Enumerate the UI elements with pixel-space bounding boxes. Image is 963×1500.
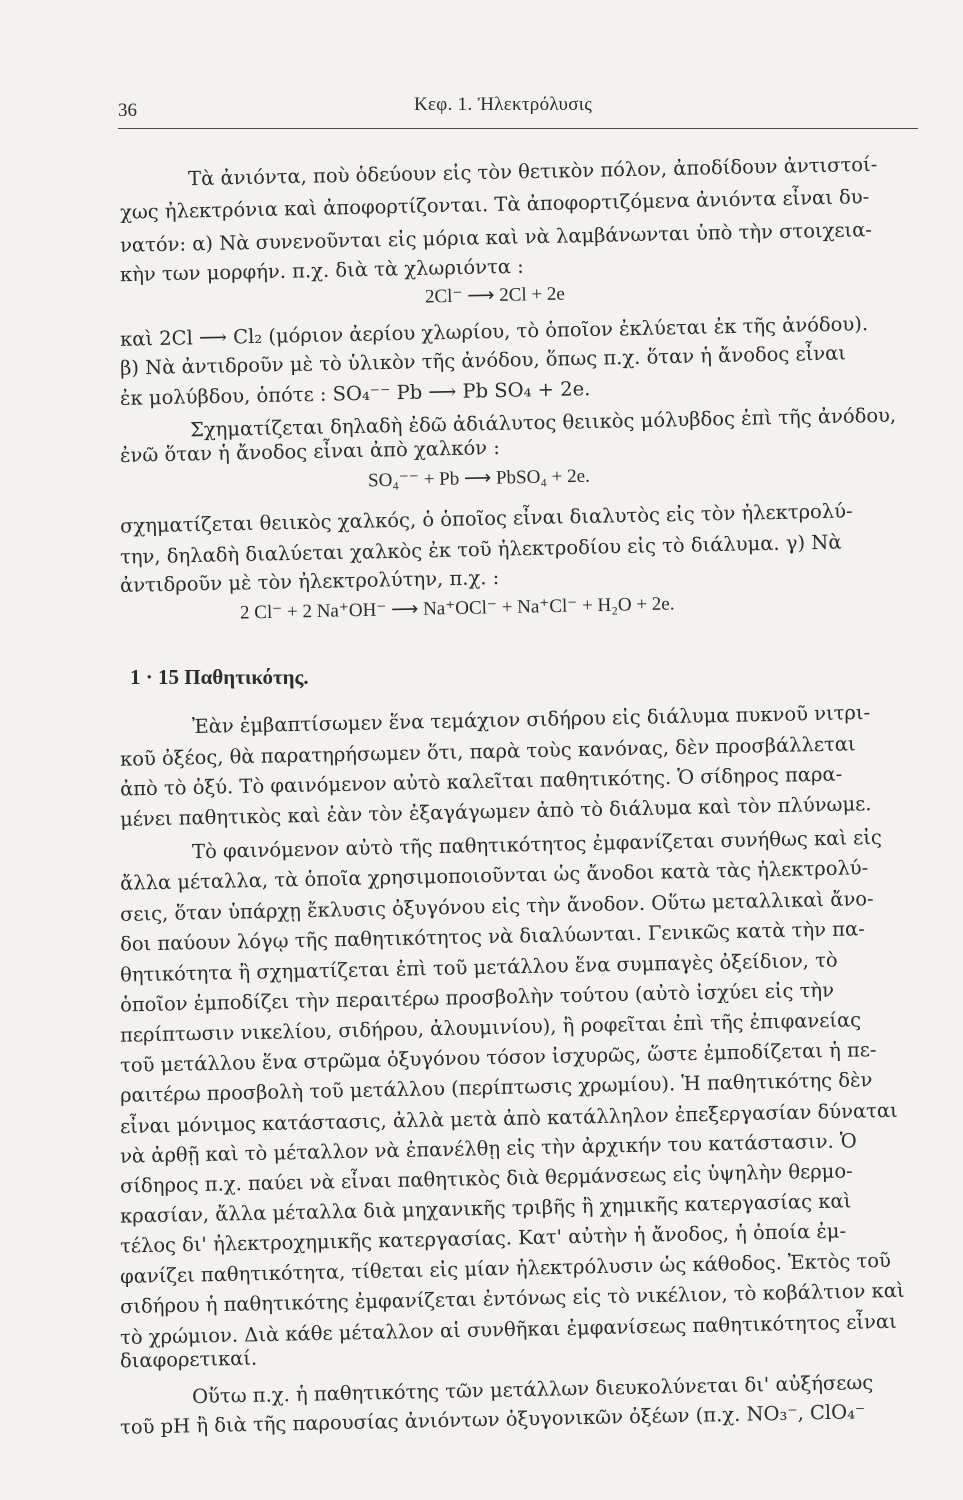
text-line: ὁποῖον ἐμποδίζει τὴν περαιτέρω προσβολὴν τούτου (αὐτὸ ἰσχύει εἰς τὴν: [119, 978, 835, 1017]
text-line: σχηματίζεται θειικὸς χαλκός, ὁ ὁποῖος εἶναι διαλυτὸς εἰς τὸν ἠλεκτρολύ-: [119, 499, 853, 538]
text-line: Οὕτω π.χ. ἡ παθητικότης τῶν μετάλλων διευκολύνεται δι' αὐξήσεως: [191, 1370, 874, 1409]
page-number: 36: [118, 100, 137, 121]
text-line: σίδηρος π.χ. παύει νὰ εἶναι παθητικὸς διὰ θερμάνσεως εἰς ὑψηλὴν θερμο-: [119, 1159, 853, 1198]
text-line: Τὰ ἀνιόντα, ποὺ ὁδεύουν εἰς τὸν θετικὸν πόλον, ἀποδίδουν ἀντιστοί-: [187, 152, 878, 191]
section-heading: 1 · 15 Παθητικότης.: [130, 665, 309, 689]
text-line: Τὸ φαινόμενον αὐτὸ τῆς παθητικότητος ἐμφανίζεται συνήθως καὶ εἰς: [191, 825, 883, 864]
text-line: κοῦ ὀξέος, θὰ παρατηρήσωμεν ὅτι, παρὰ τοὺς κανόνας, δὲν προσβάλλεται: [119, 732, 856, 771]
text-line: κὴν των μορφήν. π.χ. διὰ τὰ χλωριόντα :: [119, 254, 524, 287]
text-line: νὰ ἀρθῇ καὶ τὸ μέταλλον νὰ ἐπανέλθῃ εἰς τὴν ἀρχικήν του κατάστασιν. Ὁ: [119, 1129, 857, 1168]
text-line: μένει παθητικὸς καὶ ἐὰν τὸν ἐξαγάγωμεν ἀπὸ τὸ διάλυμα καὶ τὸν πλύνωμε.: [119, 792, 872, 831]
text-line: ἀντιδροῦν μὲ τὸν ἠλεκτρολύτην, π.χ. :: [119, 566, 500, 597]
text-line: χως ἠλεκτρόνια καὶ ἀποφορτίζονται. Τὰ ἀποφορτιζόμενα ἀνιόντα εἶναι δυ-: [119, 185, 870, 224]
text-line: δοι παύουν λόγῳ τῆς παθητικότητος νὰ διαλύωνται. Γενικῶς κατὰ τὴν πα-: [119, 917, 865, 956]
text-line: Σχηματίζεται δηλαδὴ ἐδῶ ἀδιάλυτος θειικὸς μόλυβδος ἐπὶ τῆς ἀνόδου,: [189, 403, 897, 442]
text-line: καὶ 2Cl ⟶ Cl₂ (μόριον ἀερίου χλωρίου, τὸ ὁποῖον ἐκλύεται ἐκ τῆς ἀνόδου).: [119, 312, 869, 351]
text-line: ἐνῶ ὅταν ἡ ἄνοδος εἶναι ἀπὸ χαλκόν :: [119, 436, 501, 467]
text-line: σιδήρου ἡ παθητικότης ἐμφανίζεται ἐντόνως εἰς τὸ νικέλιον, τὸ κοβάλτιον καὶ: [119, 1278, 905, 1319]
running-head: Κεφ. 1. Ἠλεκτρόλυσις: [414, 94, 593, 115]
text-line: φανίζει παθητικότητα, τίθεται εἰς μίαν ἠλεκτρόλυσιν ὡς κάθοδος. Ἐκτὸς τοῦ: [119, 1248, 892, 1289]
text-line: ἄλλα μέταλλα, τὰ ὁποῖα χρησιμοποιοῦνται ὡς ἄνοδοι κατὰ τὰς ἠλεκτρολύ-: [119, 856, 869, 895]
text-line: τέλος δι' ἠλεκτροχημικῆς κατεργασίας. Κατ' αὐτὴν ἡ ἄνοδος, ἡ ὁποία ἐμ-: [119, 1219, 847, 1258]
text-line: σεις, ὅταν ὑπάρχῃ ἔκλυσις ὀξυγόνου εἰς τὴν ἄνοδον. Οὕτω μεταλλικαὶ ἄνο-: [119, 887, 874, 926]
text-line: β) Νὰ ἀντιδροῦν μὲ τὸ ὑλικὸν τῆς ἀνόδου, ὅπως π.χ. ὅταν ἡ ἄνοδος εἶναι: [119, 341, 847, 380]
text-line: εἶναι μόνιμος κατάστασις, ἀλλὰ μετὰ ἀπὸ κατάλληλον ἐπεξεργασίαν δύναται: [119, 1098, 898, 1139]
text-line: Ἐὰν ἐμβαπτίσωμεν ἕνα τεμάχιον σιδήρου εἰς διάλυμα πυκνοῦ νιτρι-: [191, 700, 871, 739]
text-line: τὸ χρώμιον. Διὰ κάθε μέταλλον αἱ συνθῆκαι ἐμφανίσεως παθητικότητος εἶναι: [119, 1309, 897, 1350]
text-line: τοῦ μετάλλου ἕνα στρῶμα ὀξυγόνου τόσον ἰσχυρῶς, ὥστε ἐμποδίζεται ἡ πε-: [119, 1038, 877, 1077]
header-rule: [118, 128, 918, 129]
equation-line: 2Cl⁻ ⟶ 2Cl + 2e: [424, 283, 566, 308]
text-line: την, δηλαδὴ διαλύεται χαλκὸς ἐκ τοῦ ἠλεκτροδίου εἰς τὸ διάλυμα. γ) Νὰ: [119, 530, 842, 569]
page-header: [118, 92, 918, 132]
text-line: θητικότητα ἢ σχηματίζεται ἐπὶ τοῦ μετάλλου ἕνα συμπαγὲς ὀξείδιον, τὸ: [119, 948, 838, 987]
equation-line: SO₄⁻⁻ + Pb ⟶ PbSO₄ + 2e.: [367, 465, 591, 492]
text-line: ἀπὸ τὸ ὀξύ. Τὸ φαινόμενον αὐτὸ καλεῖται παθητικότης. Ὁ σίδηρος παρα-: [119, 762, 843, 801]
equation-line: 2 Cl⁻ + 2 Na⁺OH⁻ ⟶ Na⁺OCl⁻ + Na⁺Cl⁻ + H₂O + 2e.: [239, 593, 675, 624]
text-line: κρασίαν, ἄλλα μέταλλα διὰ μηχανικῆς τριβῆς ἢ χημικῆς κατεργασίας καὶ: [119, 1189, 852, 1228]
text-line: νατόν: α) Νὰ συνενοῦνται εἰς μόρια καὶ νὰ λαμβάνωνται ὑπὸ τὴν στοιχεια-: [119, 218, 873, 257]
text-line: ραιτέρω προσβολὴ τοῦ μετάλλου (περίπτωσις χρωμίου). Ἡ παθητικότης δὲν: [119, 1068, 873, 1107]
text-line: ἐκ μολύβδου, ὁπότε : SO₄⁻⁻ Pb ⟶ Pb SO₄ + 2e.: [119, 377, 591, 410]
text-line: διαφορετικαί.: [119, 1346, 258, 1373]
text-line: περίπτωσιν νικελίου, σιδήρου, ἀλουμινίου), ἢ ροφεῖται ἐπὶ τῆς ἐπιφανείας: [119, 1008, 862, 1047]
text-line: τοῦ pH ἢ διὰ τῆς παρουσίας ἀνιόντων ὀξυγονικῶν ὀξέων (π.χ. NO₃⁻, ClO₄⁻: [119, 1400, 866, 1439]
